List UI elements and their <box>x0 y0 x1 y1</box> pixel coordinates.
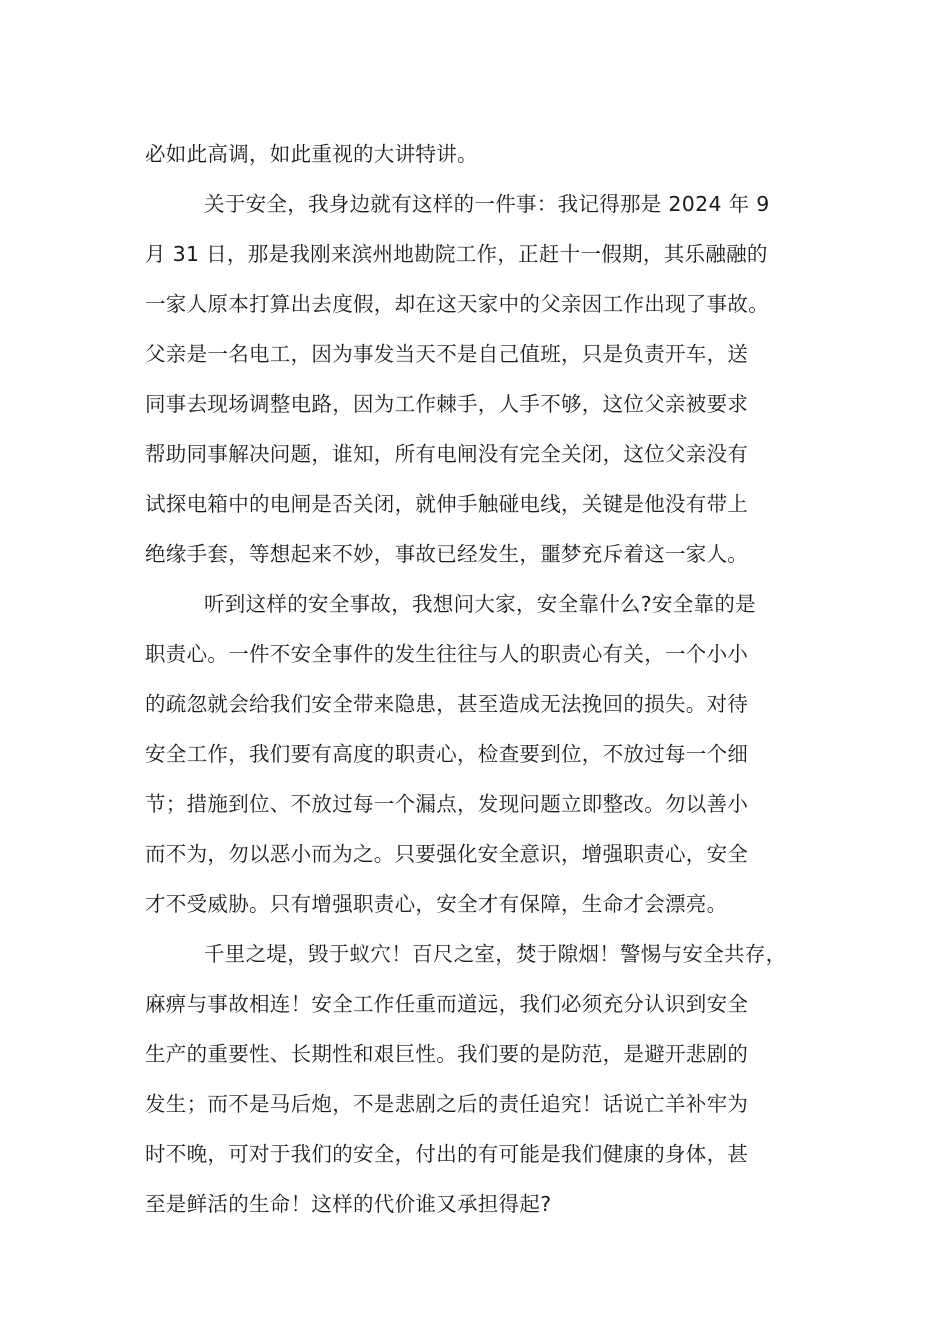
paragraph-3-line-5: 节；措施到位、不放过每一个漏点，发现问题立即整改。勿以善小 <box>145 792 749 816</box>
paragraph-4-line-2: 麻痹与事故相连！安全工作任重而道远，我们必须充分认识到安全 <box>145 992 749 1016</box>
paragraph-1-line-1: 必如此高调，如此重视的大讲特讲。 <box>145 142 478 166</box>
paragraph-4-line-6: 至是鲜活的生命！这样的代价谁又承担得起? <box>145 1192 552 1216</box>
paragraph-2-line-1: 关于安全，我身边就有这样的一件事：我记得那是 2024 年 9 <box>204 192 770 216</box>
paragraph-2-line-4: 父亲是一名电工，因为事发当天不是自己值班，只是负责开车，送 <box>145 342 749 366</box>
paragraph-3-line-2: 职责心。一件不安全事件的发生往往与人的职责心有关，一个小小 <box>145 642 749 666</box>
paragraph-4-line-3: 生产的重要性、长期性和艰巨性。我们要的是防范，是避开悲剧的 <box>145 1042 749 1066</box>
paragraph-2-line-3: 一家人原本打算出去度假，却在这天家中的父亲因工作出现了事故。 <box>145 292 769 316</box>
paragraph-4-line-4: 发生；而不是马后炮，不是悲剧之后的责任追究！话说亡羊补牢为 <box>145 1092 749 1116</box>
paragraph-3-line-6: 而不为，勿以恶小而为之。只要强化安全意识，增强职责心，安全 <box>145 842 749 866</box>
paragraph-3-line-4: 安全工作，我们要有高度的职责心，检查要到位，不放过每一个细 <box>145 742 749 766</box>
paragraph-2-line-7: 试探电箱中的电闸是否关闭，就伸手触碰电线，关键是他没有带上 <box>145 492 749 516</box>
paragraph-3-line-3: 的疏忽就会给我们安全带来隐患，甚至造成无法挽回的损失。对待 <box>145 692 749 716</box>
paragraph-2-line-2: 月 31 日，那是我刚来滨州地勘院工作，正赶十一假期，其乐融融的 <box>145 242 768 266</box>
paragraph-4-line-5: 时不晚，可对于我们的安全，付出的有可能是我们健康的身体，甚 <box>145 1142 749 1166</box>
paragraph-2-line-5: 同事去现场调整电路，因为工作棘手，人手不够，这位父亲被要求 <box>145 392 749 416</box>
paragraph-2-line-6: 帮助同事解决问题，谁知，所有电闸没有完全关闭，这位父亲没有 <box>145 442 749 466</box>
paragraph-2-line-8: 绝缘手套，等想起来不妙，事故已经发生，噩梦充斥着这一家人。 <box>145 542 749 566</box>
paragraph-3-line-1: 听到这样的安全事故，我想问大家，安全靠什么?安全靠的是 <box>204 592 756 616</box>
paragraph-3-line-7: 才不受威胁。只有增强职责心，安全才有保障，生命才会漂亮。 <box>145 892 728 916</box>
paragraph-4-line-1: 千里之堤，毁于蚁穴！百尺之室，焚于隙烟！警惕与安全共存， <box>204 942 787 966</box>
